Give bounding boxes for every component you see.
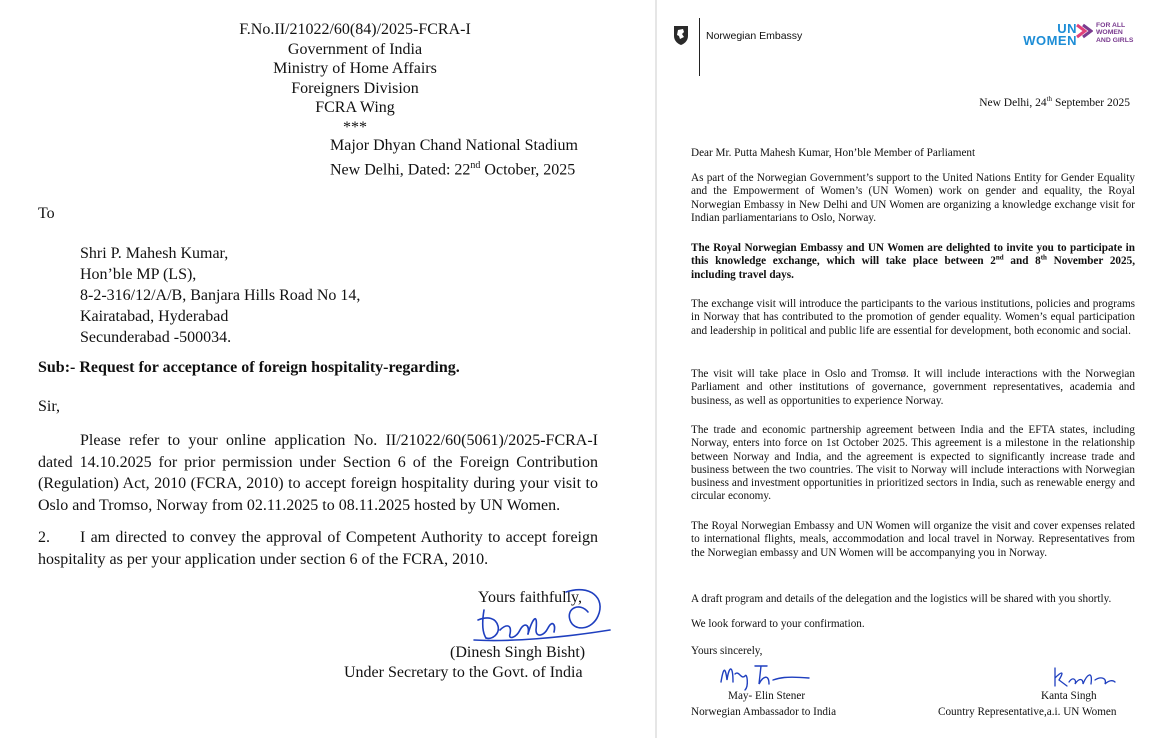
header-rule [699,18,700,76]
signatory-designation: Under Secretary to the Govt. of India [344,664,583,681]
office-address [330,136,578,179]
un-women-logo [993,22,1077,48]
closing-line: Yours faithfully, [478,589,583,606]
invitation-date: New Delhi, 24th September 2025 [979,95,1130,109]
un-women-representative-name: Kanta Singh [1041,690,1097,702]
ambassador-signature-image [715,656,815,692]
file-number: F.No.II/21022/60(84)/2025-FCRA-I [239,21,471,38]
paragraph-8: We look forward to your confirmation. [691,618,865,630]
ambassador-designation: Norwegian Ambassador to India [691,706,837,718]
closing-line: Yours sincerely, [691,645,763,657]
norway-coat-of-arms-icon [671,24,691,46]
paragraph-5: The trade and economic partnership agreement between India and the EFTA states, including Norway, enters into force on 1st October 2025. This agreement is a milestone in the relationship between Norway and India, and the agreement is expected to significantly increase trade and business between the two countries. The visit to Norway will include interactions with Norwegian business and investment opportunities in prioritized sectors in India, such as renewable energy and circular economy. [691,424,1135,503]
un-women-representative-designation: Country Representative,a.i. UN Women [938,706,1117,718]
norwegian-embassy-invitation-letter [657,0,1170,738]
recipient-line: Secunderabad -500034. [80,329,232,346]
un-women-representative-signature-image [1049,664,1119,690]
paragraph-1: As part of the Norwegian Government’s support to the United Nations Entity for Gender Equality and the Empowerment of Women’s (UN Women) work on gender and equality, the Royal Norwegian Embassy in New Delhi and UN Women are organizing a knowledge exchange visit for Indian parliamentarians to Oslo, Norway. [691,172,1135,224]
letter-header [220,20,490,138]
recipient-line: 8-2-316/12/A/B, Banjara Hills Road No 14, [80,287,361,304]
un-women-logo-line1: UN [1057,21,1077,36]
paragraph-3: The exchange visit will introduce the participants to the various institutions, policies and programs in Norway that has contributed to the promotion of gender equality. Women’s equal participation and leadership in political and public life are essential for development, both economic and social. [691,298,1135,337]
ambassador-name: May- Elin Stener [728,690,806,702]
paragraph-7: A draft program and details of the delegation and the logistics will be shared with you shortly. [691,593,1112,605]
for-all-women-logo [1075,20,1155,48]
separator-stars: *** [343,118,367,136]
recipient-line: Shri P. Mahesh Kumar, [80,245,229,262]
recipient-line: Hon’ble MP (LS), [80,266,197,283]
salutation: Sir, [38,398,61,415]
for-all-women-text: FOR ALL WOMEN AND GIRLS [1096,22,1134,44]
wing-line: FCRA Wing [315,99,395,117]
letter-date: New Delhi, Dated: 22nd October, 2025 [330,159,576,178]
ministry-line: Ministry of Home Affairs [273,60,437,78]
salutation: Dear Mr. Putta Mahesh Kumar, Hon’ble Member of Parliament [691,147,976,159]
govt-line: Government of India [287,40,423,58]
for-all-women-emblem-icon [1075,22,1093,40]
paragraph-4: The visit will take place in Oslo and Tromsø. It will include interactions with the Norwegian Parliament and other institutions of governance, government representatives, academia and business, as well as opportunities to experience Norway. [691,368,1135,407]
to-label: To [38,205,55,222]
division-line: Foreigners Division [291,79,419,97]
signature-image [470,580,620,650]
recipient-line: Kairatabad, Hyderabad [80,308,229,325]
paragraph-number: 2. [38,529,50,546]
un-women-logo-line2: WOMEN [1023,33,1077,48]
signatory-name: (Dinesh Singh Bisht) [450,644,586,661]
paragraph-6: The Royal Norwegian Embassy and UN Women will organize the visit and cover expenses related to international flights, meals, accommodation and local travel in Norway. Representatives from the Norwegian embassy and UN Women will be accompanying you in Norway. [691,520,1135,559]
stadium-line: Major Dhyan Chand National Stadium [330,137,578,154]
subject-line: Sub:- Request for acceptance of foreign hospitality-regarding. [38,359,460,376]
paragraph-2-invitation: The Royal Norwegian Embassy and UN Women are delighted to invite you to participate in this knowledge exchange, which will take place between 2nd and 8th November 2025, including travel days. [691,242,1135,281]
paragraph-2: 2. I am directed to convey the approval of Competent Authority to accept foreign hospitality as per your application under section 6 of the FCRA, 2010. [38,529,598,568]
paragraph-1: Please refer to your online application No. II/21022/60(5061)/2025-FCRA-I dated 14.10.2025 for prior permission under Section 6 of the Foreign Contribution (Regulation) Act, 2010 (FCRA, 2010) to accept foreign hospitality during your visit to Oslo and Tromso, Norway from 02.11.2025 to 08.11.2025 hosted by UN Women. [38,432,598,514]
recipient-address [80,243,360,348]
embassy-label: Norwegian Embassy [706,30,803,42]
